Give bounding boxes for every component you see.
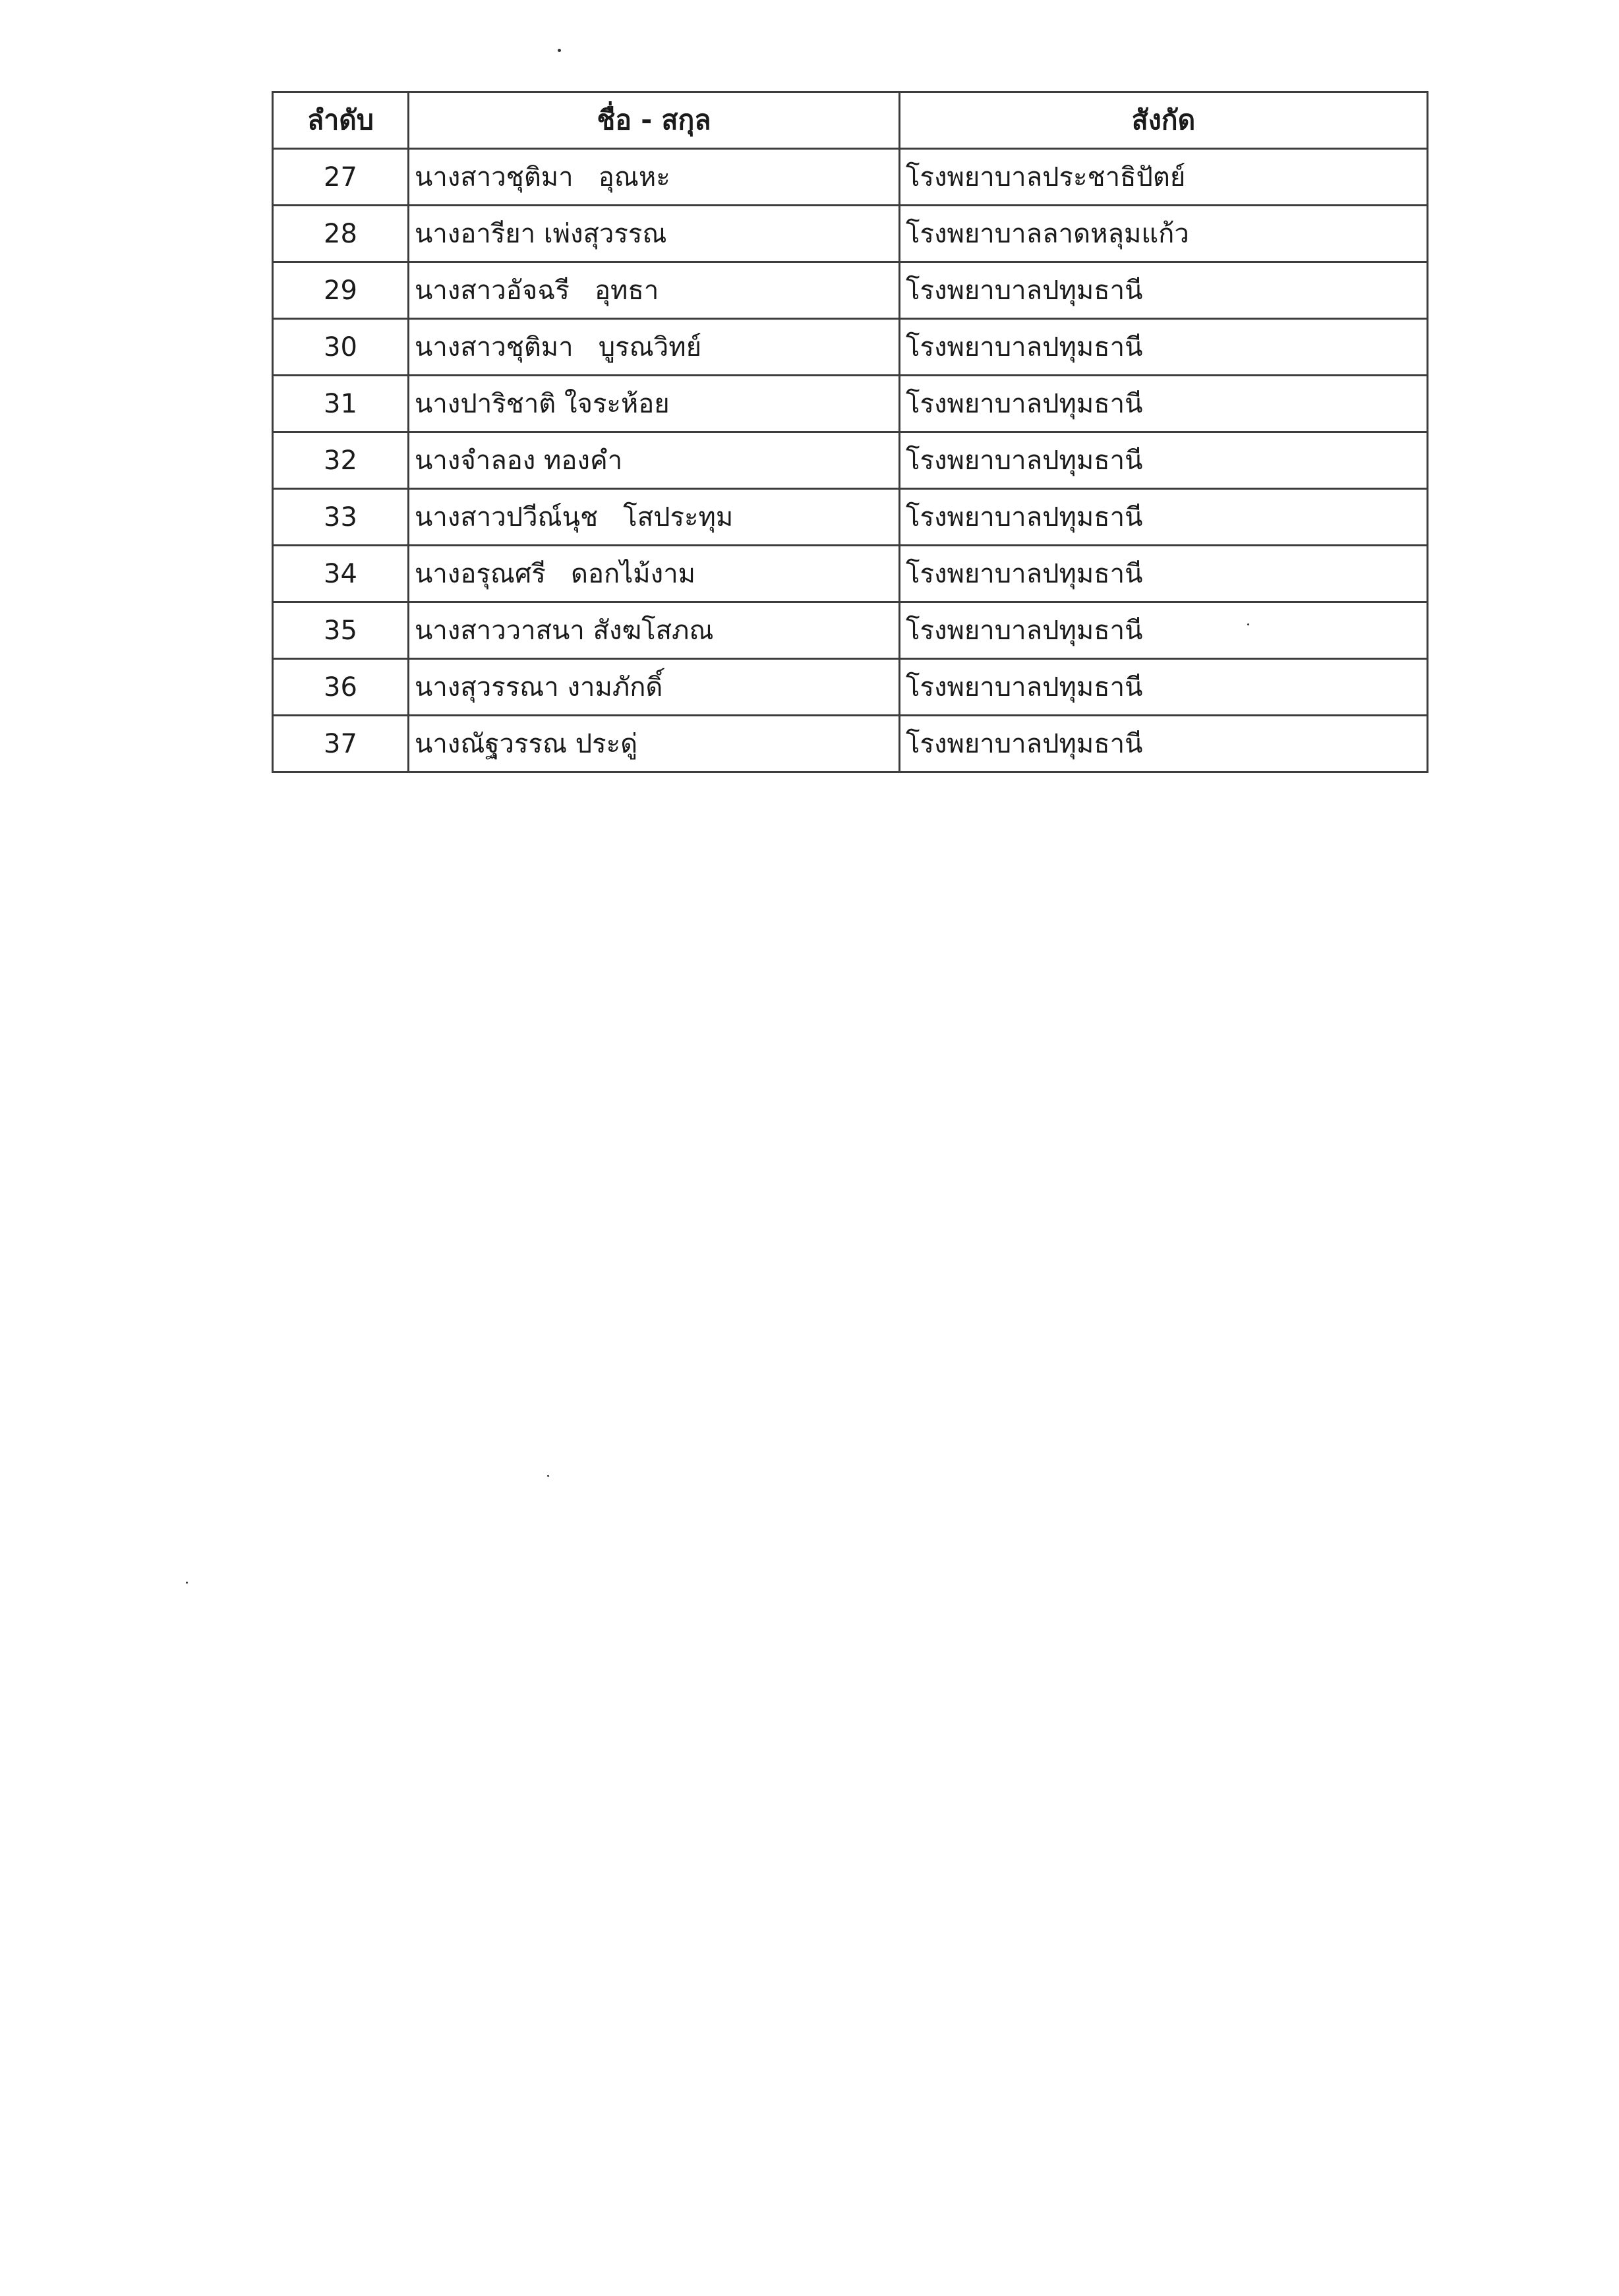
row-affiliation: โรงพยาบาลปทุมธานี xyxy=(900,546,1428,602)
table-row xyxy=(273,149,1428,206)
row-name: นางปาริชาติ ใจระห้อย xyxy=(409,376,900,432)
row-name: นางจำลอง ทองคำ xyxy=(409,432,900,489)
row-number: 35 xyxy=(273,602,409,659)
row-number: 29 xyxy=(273,262,409,319)
row-number: 33 xyxy=(273,489,409,546)
row-affiliation: โรงพยาบาลปทุมธานี xyxy=(900,376,1428,432)
row-name: นางสาวชุติมา อุณหะ xyxy=(409,149,900,206)
row-name: นางสาววาสนา สังฆโสภณ xyxy=(409,602,900,659)
header-affiliation: สังกัด xyxy=(900,92,1428,149)
row-name: นางสาวปวีณ์นุช โสประทุม xyxy=(409,489,900,546)
row-name: นางสาวอัจฉรี อุทธา xyxy=(409,262,900,319)
row-number: 36 xyxy=(273,659,409,716)
table-header-row xyxy=(273,92,1428,149)
row-name: นางณัฐวรรณ ประดู่ xyxy=(409,716,900,772)
table-row xyxy=(273,546,1428,602)
row-affiliation: โรงพยาบาลปทุมธานี xyxy=(900,489,1428,546)
row-name: นางอรุณศรี ดอกไม้งาม xyxy=(409,546,900,602)
scan-speck xyxy=(186,1582,188,1584)
row-affiliation: โรงพยาบาลปทุมธานี xyxy=(900,602,1428,659)
row-name: นางสาวชุติมา บูรณวิทย์ xyxy=(409,319,900,376)
table-row xyxy=(273,489,1428,546)
table-row xyxy=(273,602,1428,659)
row-number: 31 xyxy=(273,376,409,432)
row-number: 27 xyxy=(273,149,409,206)
table-row xyxy=(273,376,1428,432)
row-number: 28 xyxy=(273,206,409,262)
row-name: นางอารียา เพ่งสุวรรณ xyxy=(409,206,900,262)
row-affiliation: โรงพยาบาลปทุมธานี xyxy=(900,319,1428,376)
staff-table xyxy=(272,91,1428,773)
row-affiliation: โรงพยาบาลประชาธิปัตย์ xyxy=(900,149,1428,206)
table-row xyxy=(273,262,1428,319)
table-row xyxy=(273,659,1428,716)
scan-speck xyxy=(547,1475,549,1477)
table-row xyxy=(273,716,1428,772)
row-affiliation: โรงพยาบาลปทุมธานี xyxy=(900,716,1428,772)
row-affiliation: โรงพยาบาลลาดหลุมแก้ว xyxy=(900,206,1428,262)
header-order: ลำดับ xyxy=(273,92,409,149)
table-row xyxy=(273,319,1428,376)
row-affiliation: โรงพยาบาลปทุมธานี xyxy=(900,262,1428,319)
table-row xyxy=(273,432,1428,489)
row-name: นางสุวรรณา งามภักดิ์ xyxy=(409,659,900,716)
row-affiliation: โรงพยาบาลปทุมธานี xyxy=(900,659,1428,716)
table-row xyxy=(273,206,1428,262)
scan-speck xyxy=(558,49,561,52)
row-number: 32 xyxy=(273,432,409,489)
row-number: 34 xyxy=(273,546,409,602)
header-full-name: ชื่อ - สกุล xyxy=(409,92,900,149)
row-affiliation: โรงพยาบาลปทุมธานี xyxy=(900,432,1428,489)
row-number: 37 xyxy=(273,716,409,772)
row-number: 30 xyxy=(273,319,409,376)
